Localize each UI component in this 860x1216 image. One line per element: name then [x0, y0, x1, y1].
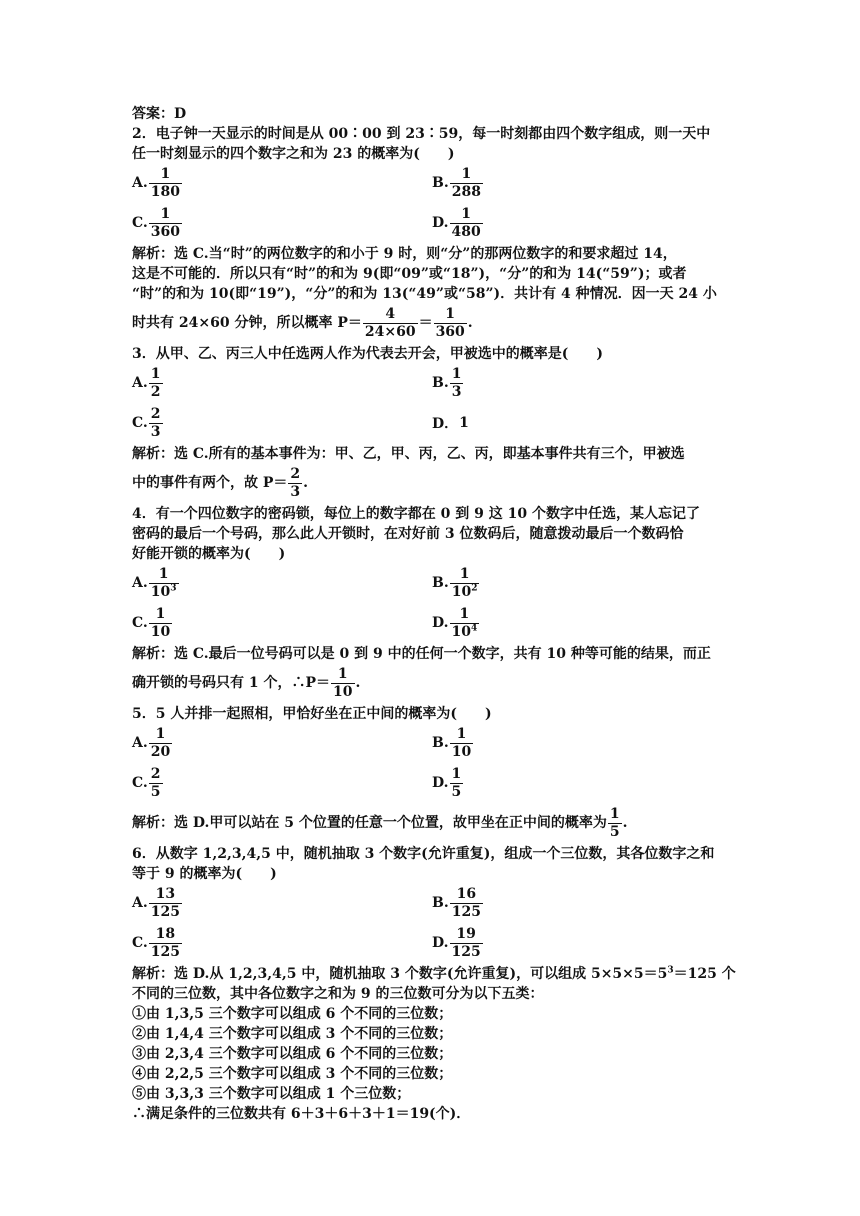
document-page — [132, 104, 736, 1124]
q2-solution-fraction-1: $\frac{4}{24\times 60}$ — [364, 305, 416, 340]
answer-line: 答案：D — [132, 106, 187, 122]
q5-option-c: C. $\frac{2}{5}$ — [132, 765, 161, 800]
q6-option-b: B. $\frac{16}{125}$ — [432, 885, 481, 920]
q2-option-b: B. $\frac{1}{288}$ — [432, 165, 481, 200]
q2-option-d: D. $\frac{1}{480}$ — [432, 205, 481, 240]
q2-option-a: A. $\frac{1}{180}$ — [132, 165, 180, 200]
question-3-solution: 解析：选 C.所有的基本事件为：甲、乙，甲、丙，乙、丙，即基本事件共有三个，甲被选 中的事件有两个，故 P＝ $\frac{2}{3}$ . — [132, 446, 685, 500]
question-6 — [132, 844, 736, 1124]
q5-option-a: A. $\frac{1}{20}$ — [132, 725, 171, 760]
q4-option-a: A. $\frac{1}{10^3}$ — [132, 565, 177, 600]
q3-option-c: C. $\frac{2}{3}$ — [132, 405, 161, 440]
question-4-solution: 解析：选 C.最后一位号码可以是 0 到 9 中的任何一个数字，共有 10 种等可能的结果，而正 确开锁的号码只有 1 个，∴P＝ $\frac{1}{10}$ . — [132, 646, 711, 700]
question-5-line-1: 5．5 人并排一起照相，甲恰好坐在正中间的概率为( ) — [132, 706, 492, 722]
q4-option-b: B. $\frac{1}{10^2}$ — [432, 565, 478, 600]
question-2-solution: 解析：选 C.当“时”的两位数字的和小于 9 时，则“分”的那两位数字的和要求超过 14， 这是不可能的．所以只有“时”的和为 9(即“09”或“18”)，“分”的和为 14(“59”)；或者 “时”的和为 10(即“19”)，“分”的和为 13(“49”或“58”)．共计有 4 种情况．因一天 24 小 时共有 24×60 分钟，所以概率 P＝ $\frac{4}{24\times 60}$ ＝ $\frac{1}{360}$ . — [132, 246, 717, 340]
question-2-line-2: 任一时刻显示的四个数字之和为 23 的概率为( ) — [132, 146, 455, 162]
q5-solution-fraction: $\frac{1}{5}$ — [609, 805, 620, 840]
question-5-solution: 解析：选 D.甲可以站在 5 个位置的任意一个位置，故甲坐在正中间的概率为 $\frac{1}{5}$ . — [132, 805, 628, 840]
question-6-solution: 解析：选 D.从 1,2,3,4,5 中，随机抽取 3 个数字(允许重复)，可以组成 $5\times 5\times 5=5^3=125$ 个 不同的三位数，其中各位数字之和为 9 的三位数可分为以下五类： ①由 1,3,5 三个数字可以组成 6 个不同的三位数； ②由 1,4,4 三个数字可以组成 3 个不同的三位数； ③由 2,3,4 三个数字可以组成 6 个不同的三位数； ④由 2,2,5 三个数字可以组成 3 个不同的三位数； ⑤由 3,3,3 三个数字可以组成 1 个三位数； ∴满足条件的三位数共有 6＋3＋6＋3＋1＝19(个)． — [132, 965, 736, 1122]
question-3 — [132, 344, 732, 502]
question-5 — [132, 704, 732, 842]
q3-option-a: A. $\frac{1}{2}$ — [132, 365, 161, 400]
q6-option-c: C. $\frac{18}{125}$ — [132, 925, 181, 960]
q4-option-c: C. $\frac{1}{10}$ — [132, 605, 171, 640]
question-6-line-2: 等于 9 的概率为( ) — [132, 866, 277, 882]
question-4 — [132, 504, 732, 702]
q3-option-d: D． 1 — [432, 415, 469, 432]
q5-option-b: B. $\frac{1}{10}$ — [432, 725, 472, 760]
question-6-line-1: 6．从数字 1,2,3,4,5 中，随机抽取 3 个数字(允许重复)，组成一个三位数，其各位数字之和 — [132, 846, 715, 862]
question-4-line-1: 4．有一个四位数字的密码锁，每位上的数字都在 0 到 9 这 10 个数字中任选，某人忘记了 — [132, 506, 700, 522]
q4-option-d: D. $\frac{1}{10^4}$ — [432, 605, 478, 640]
question-2 — [132, 124, 732, 342]
question-4-line-2: 密码的最后一个号码，那么此人开锁时，在对好前 3 位数码后，随意拨动最后一个数码恰 — [132, 526, 684, 542]
q6-option-d: D. $\frac{19}{125}$ — [432, 925, 481, 960]
question-4-line-3: 好能开锁的概率为( ) — [132, 546, 286, 562]
question-2-line-1: 2．电子钟一天显示的时间是从 00∶00 到 23∶59，每一时刻都由四个数字组成，则一天中 — [132, 126, 711, 142]
question-3-line-1: 3．从甲、乙、丙三人中任选两人作为代表去开会，甲被选中的概率是( ) — [132, 346, 603, 362]
q3-option-b: B. $\frac{1}{3}$ — [432, 365, 462, 400]
q6-option-a: A. $\frac{13}{125}$ — [132, 885, 180, 920]
q4-solution-fraction: $\frac{1}{10}$ — [333, 665, 353, 700]
q3-solution-fraction: $\frac{2}{3}$ — [290, 465, 301, 500]
q2-solution-fraction-2: $\frac{1}{360}$ — [435, 305, 465, 340]
q5-option-d: D. $\frac{1}{5}$ — [432, 765, 462, 800]
q2-option-c: C. $\frac{1}{360}$ — [132, 205, 181, 240]
